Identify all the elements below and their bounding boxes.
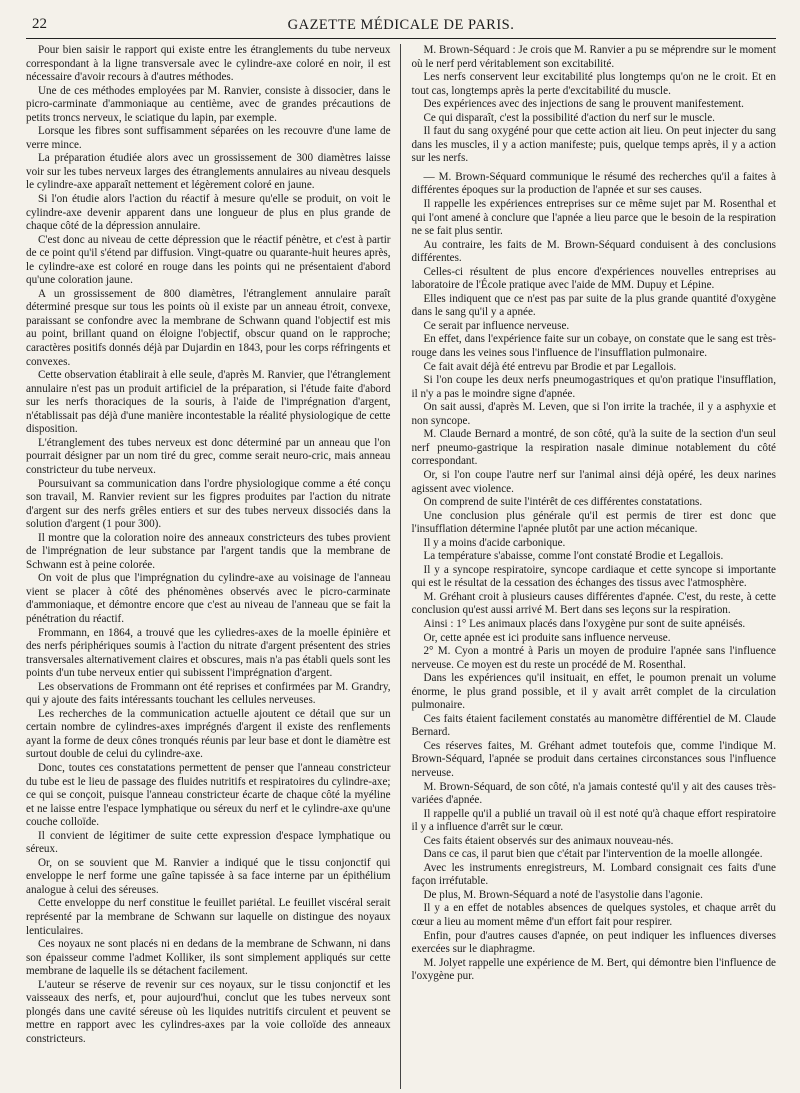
- paragraph: Il y a en effet de notables absences de quelques systoles, et chaque arrêt du cœur a lieu au moment même d'un effort fait pour respirer.: [411, 902, 776, 928]
- paragraph: Les nerfs conservent leur excitabilité plus longtemps qu'on ne le croit. Et en tout cas, longtemps après la perte d'excitabilité du muscle.: [411, 71, 776, 97]
- paragraph: En effet, dans l'expérience faite sur un cobaye, on constate que le sang est très-rouge dans les veines sous l'influence de l'insufflation pulmonaire.: [411, 333, 776, 360]
- left-column: [26, 44, 398, 1089]
- paragraph: Avec les instruments enregistreurs, M. Lombard consignait ces faits d'une façon irréfutable.: [411, 861, 776, 888]
- paragraph: Ainsi : 1° Les animaux placés dans l'oxygène pur sont de suite apnéisés.: [423, 617, 746, 630]
- column-divider: [400, 44, 401, 1089]
- paragraph: La préparation étudiée alors avec un grossissement de 300 diamètres laisse voir sur les tubes nerveux larges des étranglements annulaires au niveau desquels le cylindre-axe apparaît nettement et légèrement coloré en jaune.: [26, 152, 391, 192]
- right-column: [402, 44, 776, 1089]
- paragraph: M. Brown-Séquard, de son côté, n'a jamais contesté qu'il y ait des causes très-variées d'apnée.: [411, 780, 776, 807]
- paragraph: Il y a moins d'acide carbonique.: [423, 536, 566, 549]
- paragraph: Elles indiquent que ce n'est pas par suite de la plus grande quantité d'oxygène dans le sang qu'il y a apnée.: [411, 292, 776, 319]
- paragraph: Il montre que la coloration noire des anneaux constricteurs des tubes provient de l'imprégnation de leur substance par l'argent tandis que la membrane de Schwann est à peine colorée.: [26, 531, 391, 571]
- paragraph: Les observations de Frommann ont été reprises et confirmées par M. Grandry, qui y ajoute des faits intéressants touchant les cellules nerveuses.: [26, 680, 391, 707]
- paragraph: Une conclusion plus générale qu'il est permis de tirer est donc que l'insufflation détermine l'apnée plutôt par une action mécanique.: [411, 509, 776, 536]
- paragraph: On comprend de suite l'intérêt de ces différentes constatations.: [423, 496, 703, 509]
- paragraph: Dans ce cas, il parut bien que c'était par l'intervention de la moelle allongée.: [423, 848, 763, 861]
- paragraph: Donc, toutes ces constatations permettent de penser que l'anneau constricteur du tube est le lieu de passage des fluides nutritifs et respiratoires du cylindre-axe; ce qui se conçoit, puisque l'anneau constricteur écarte de chaque côté la myéline et ne laisse entre l'espace lymphatique ou séreux du nerf et le cylindre-axe qu'une couche colloïde.: [26, 761, 391, 829]
- paragraph: M. Jolyet rappelle une expérience de M. Bert, qui démontre bien l'influence de l'oxygène pur.: [411, 956, 776, 983]
- paragraph: Il faut du sang oxygéné pour que cette action ait lieu. On peut injecter du sang dans les muscles, il y a action manifeste; puis, quelque temps après, il y a action sur les nerfs.: [411, 125, 776, 165]
- paragraph: Frommann, en 1864, a trouvé que les cyliedres-axes de la moelle épinière et des nerfs périphériques soumis à l'action du nitrate d'argent présentent des stries transversales alternativement claires et obscures, mais n'a pas établi quels sont les points d'un tube nerveux entier qui subissent l'imprégnation d'argent.: [26, 626, 391, 680]
- paragraph: 2° M. Cyon a montré à Paris un moyen de produire l'apnée sans l'influence nerveuse. Ce moyen est du reste un procédé de M. Rosenthal.: [411, 645, 776, 671]
- paragraph: Cette observation établirait à elle seule, d'après M. Ranvier, que l'étranglement annulaire n'est pas un produit artificiel de la préparation, si l'étude faite d'abord sur les nerfs thoraciques de la souris, à l'aide de l'imprégnation d'argent, n'établissait pas déjà d'une manière incontestable la réalité physiologique de cette disposition.: [26, 369, 391, 436]
- paragraph: M. Gréhant croit à plusieurs causes différentes d'apnée. C'est, du reste, à cette conclusion qu'est aussi arrivé M. Bert dans ses leçons sur la respiration.: [411, 590, 776, 617]
- paragraph: Au contraire, les faits de M. Brown-Séquard conduisent à des conclusions différentes.: [411, 238, 776, 265]
- paragraph: Or, cette apnée est ici produite sans influence nerveuse.: [423, 631, 671, 644]
- paragraph: — M. Brown-Séquard communique le résumé des recherches qu'il a faites à différentes époques sur la production de l'apnée et sur ses causes.: [411, 170, 776, 197]
- paragraph: On sait aussi, d'après M. Leven, que si l'on irrite la trachée, il y a asphyxie et non syncope.: [411, 401, 776, 427]
- paragraph: M. Brown-Séquard : Je crois que M. Ranvier a pu se méprendre sur le moment où le nerf perd véritablement son excitabilité.: [411, 44, 776, 70]
- paragraph: Ces faits étaient facilement constatés au manomètre différentiel de M. Claude Bernard.: [411, 712, 776, 739]
- paragraph: Les recherches de la communication actuelle ajoutent ce détail que sur un certain nombre de cylindres-axes imprégnés d'argent il existe des renflements ayant la forme de deux cônes tronqués réunis par leur base et dont le diamètre est surtout double de celui du cylindre-axe.: [26, 707, 391, 761]
- paragraph: Lorsque les fibres sont suffisamment séparées on les recouvre d'une lame de verre mince.: [26, 125, 391, 151]
- paragraph: A un grossissement de 800 diamètres, l'étranglement annulaire paraît déterminé presque sur tous les points où il existe par un anneau étroit, convexe, paraissant se confondre avec la membrane de Schwann quand l'objectif est mis au point, brillant quand on éloigne l'objectif, obscur quand on le rapproche; caractères positifs donnés déjà par Dujardin en 1843, pour les corps réfringents et convexes.: [26, 287, 391, 368]
- paragraph: La température s'abaisse, comme l'ont constaté Brodie et Legallois.: [423, 550, 724, 563]
- paragraph: C'est donc au niveau de cette dépression que le réactif pénètre, et c'est à partir de ce point qu'il s'étend par diffusion. Vingt-quatre ou quarante-huit heures après, le cylindre-axe est coloré en rouge dans les points qui ne présentaient d'abord qu'une coloration jaune.: [26, 233, 391, 287]
- paragraph: Ces réserves faites, M. Gréhant admet toutefois que, comme l'indique M. Brown-Séquard, l'apnée se produit dans certaines circonstances sous l'influence nerveuse.: [411, 739, 776, 779]
- paragraph: Ce qui disparaît, c'est la possibilité d'action du nerf sur le muscle.: [423, 111, 715, 124]
- paragraph: On voit de plus que l'imprégnation du cylindre-axe au voisinage de l'anneau vient se placer à côté des phénomènes observés avec le picro-carminate d'ammoniaque, et démontre encore que c'est au niveau de l'anneau que se fait la pénétration du réactif.: [26, 572, 391, 625]
- paragraph: Ce fait avait déjà été entrevu par Brodie et par Legallois.: [423, 360, 677, 373]
- text-columns: [26, 44, 776, 1089]
- paragraph: Il convient de légitimer de suite cette expression d'espace lymphatique ou séreux.: [26, 829, 391, 856]
- paragraph: Poursuivant sa communication dans l'ordre physiologique comme a été conçu son travail, M. Ranvier revient sur les figpres produites par l'action du nitrate d'argent sur des nerfs grêles entiers et sur des tubes nerveux dissociés dans la solution d'argent (1 pour 300).: [26, 477, 391, 531]
- paragraph: Enfin, pour d'autres causes d'apnée, on peut indiquer les influences diverses exercées sur le diaphragme.: [411, 929, 776, 956]
- page-number: 22: [32, 16, 47, 32]
- paragraph: Si l'on étudie alors l'action du réactif à mesure qu'elle se produit, on voit le cylindre-axe devenir apparent dans une longueur de plus en plus grande de chaque côté de la dépression annulaire.: [26, 193, 391, 233]
- paragraph: Cette enveloppe du nerf constitue le feuillet pariétal. Le feuillet viscéral serait représenté par la membrane de Schwann sur laquelle on distingue des noyaux lenticulaires.: [26, 897, 391, 937]
- paragraph: Si l'on coupe les deux nerfs pneumogastriques et qu'on pratique l'insufflation, il n'y a pas le moindre signe d'apnée.: [411, 374, 776, 400]
- paragraph: Il y a syncope respiratoire, syncope cardiaque et cette syncope si importante qui est le résultat de la cessation des échanges des tissus avec l'atmosphère.: [411, 563, 776, 590]
- paragraph: Des expériences avec des injections de sang le prouvent manifestement.: [423, 98, 744, 111]
- paragraph: Pour bien saisir le rapport qui existe entre les étranglements du tube nerveux correspondant à la ligne transversale avec le cylindre-axe coloré en noir, il est nécessaire d'avoir recours à d'autres méthodes.: [26, 44, 391, 84]
- paragraph: Dans les expériences qu'il insituait, en effet, le poumon prenait un volume énorme, le plus grand possible, et il y avait arrêt complet de la circulation pulmonaire.: [411, 672, 776, 712]
- paragraph: Ces noyaux ne sont placés ni en dedans de la membrane de Schwann, ni dans son épaisseur comme l'admet Kolliker, ils sont simplement appliqués sur cette membrane de laquelle ils se détachent facilement.: [26, 938, 391, 978]
- paragraph: Or, on se souvient que M. Ranvier a indiqué que le tissu conjonctif qui enveloppe le nerf forme une gaîne tapissée à sa face interne par un épithélium analogue à celui des séreuses.: [26, 856, 391, 896]
- page-header: [26, 16, 776, 39]
- paragraph: Une de ces méthodes employées par M. Ranvier, consiste à dissocier, dans le picro-carminate d'ammoniaque au centième, avec de grandes précautions de petits troncs nerveux, le sciatique du lapin, par exemple.: [26, 84, 391, 124]
- paragraph: Il rappelle qu'il a publié un travail où il est noté qu'à chaque effort respiratoire il y a influence d'arrêt sur le cœur.: [411, 807, 776, 834]
- paragraph: Ces faits étaient observés sur des animaux nouveau-nés.: [423, 834, 674, 847]
- paragraph: L'auteur se réserve de revenir sur ces noyaux, sur le tissu conjonctif et les vaisseaux des nerfs, et, pour aujourd'hui, conclut que les tubes nerveux sont plongés dans une cavité séreuse où les liquides nutritifs circulent et peuvent se mettre en rapport avec les cylindres-axes par la voie colloïde des anneaux constricteurs.: [26, 978, 391, 1045]
- paragraph: Ce serait par influence nerveuse.: [423, 319, 570, 332]
- paragraph: M. Claude Bernard a montré, de son côté, qu'à la suite de la section d'un seul nerf pneumo-gastrique la respiration nasale diminue notablement du côté correspondant.: [411, 428, 776, 468]
- paragraph: Or, si l'on coupe l'autre nerf sur l'animal ainsi déjà opéré, les deux narines agissent avec violence.: [411, 468, 776, 495]
- paragraph: L'étranglement des tubes nerveux est donc déterminé par un anneau que l'on pourrait désigner par un nom tiré du grec, comme serait neuro-cric, mais anneau constricteur du tube nerveux.: [26, 436, 391, 476]
- paragraph: Celles-ci résultent de plus encore d'expériences nouvelles entreprises au laboratoire de l'École pratique avec l'aide de MM. Dupuy et Lépine.: [411, 265, 776, 292]
- running-title: GAZETTE MÉDICALE DE PARIS.: [287, 17, 515, 33]
- paragraph: De plus, M. Brown-Séquard a noté de l'asystolie dans l'agonie.: [423, 888, 703, 901]
- paragraph: Il rappelle les expériences entreprises sur ce même sujet par M. Rosenthal et qui l'ont amené à conclure que l'apnée a lieu parce que le besoin de la respiration ne se fait plus sentir.: [411, 198, 776, 238]
